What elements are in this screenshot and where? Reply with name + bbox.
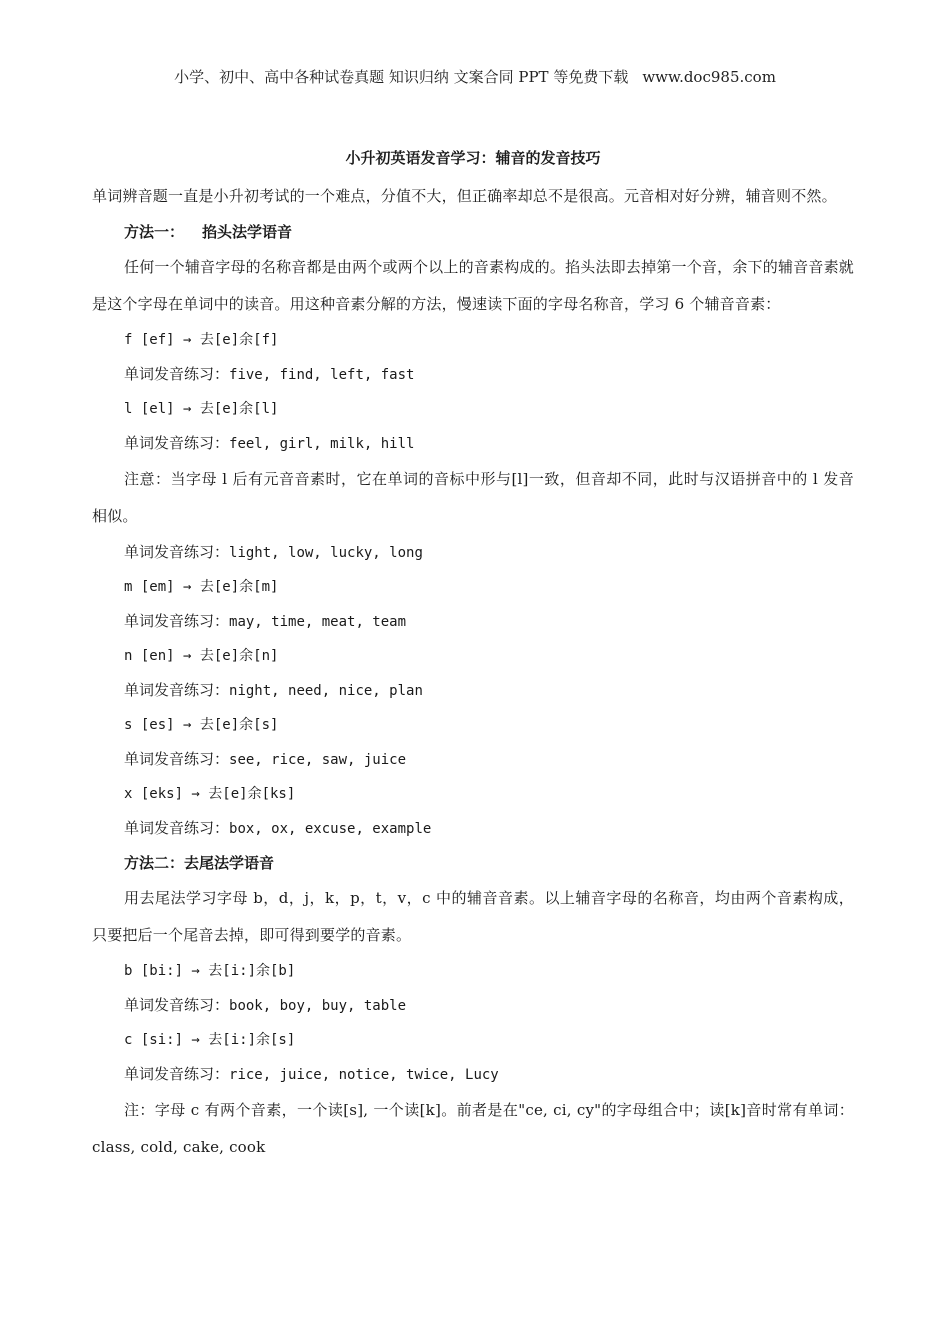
practice-label: 单词发音练习： [124, 996, 230, 1014]
practice-label: 单词发音练习： [124, 1065, 230, 1083]
header-site[interactable]: www.doc985.com [642, 68, 776, 86]
practice-line [92, 535, 854, 570]
page-title: 小升初英语发音学习：辅音的发音技巧 [345, 149, 601, 167]
practice-line [92, 604, 854, 639]
practice-line [92, 988, 854, 1023]
note-c-paragraph: 注：字母 c 有两个音素，一个读[s], 一个读[k]。前者是在"ce, ci, cy"的字母组合中；读[k]音时常有单词：class, cold, cake, cook [92, 1101, 854, 1156]
rule-line: l [el] → 去[e]余[l] [124, 401, 279, 417]
practice-label: 单词发音练习： [124, 819, 230, 837]
method1-description: 任何一个辅音字母的名称音都是由两个或两个以上的音素构成的。掐头法即去掉第一个音，余下的辅音音素就是这个字母在单词中的读音。用这种音素分解的方法，慢速读下面的字母名称音，学习 6 个辅音音素： [92, 258, 854, 313]
practice-words: see, rice, saw, juice [229, 752, 407, 768]
practice-words: five, find, left, fast [229, 367, 415, 383]
rule-line: x [eks] → 去[e]余[ks] [124, 786, 296, 802]
note-l-paragraph: 注意：当字母 l 后有元音音素时，它在单词的音标中形与[l]一致，但音却不同，此时与汉语拼音中的 l 发音相似。 [92, 470, 854, 525]
practice-line [92, 742, 854, 777]
practice-label: 单词发音练习： [124, 750, 230, 768]
practice-label: 单词发音练习： [124, 365, 230, 383]
rule-line: c [si:] → 去[i:]余[s] [124, 1032, 296, 1048]
method1-label: 方法一： [124, 223, 185, 241]
practice-words: may, time, meat, team [229, 614, 407, 630]
practice-words: light, low, lucky, long [229, 545, 423, 561]
practice-words: box, ox, excuse, example [229, 821, 432, 837]
practice-label: 单词发音练习： [124, 612, 230, 630]
practice-words: rice, juice, notice, twice, Lucy [229, 1067, 499, 1083]
practice-words: feel, girl, milk, hill [229, 436, 415, 452]
practice-label: 单词发音练习： [124, 434, 230, 452]
practice-label: 单词发音练习： [124, 543, 230, 561]
practice-words: night, need, nice, plan [229, 683, 423, 699]
page-header [0, 66, 950, 87]
practice-label: 单词发音练习： [124, 681, 230, 699]
practice-words: book, boy, buy, table [229, 998, 407, 1014]
practice-line [92, 1057, 854, 1092]
practice-line [92, 357, 854, 392]
rule-line: n [en] → 去[e]余[n] [124, 648, 279, 664]
rule-line: f [ef] → 去[e]余[f] [124, 332, 279, 348]
practice-line [92, 426, 854, 461]
practice-line [92, 811, 854, 846]
header-text: 小学、初中、高中各种试卷真题 知识归纳 文案合同 PPT 等免费下载 [174, 68, 629, 86]
method2-description: 用去尾法学习字母 b，d，j，k，p，t，v，c 中的辅音音素。以上辅音字母的名称音，均由两个音素构成，只要把后一个尾音去掉，即可得到要学的音素。 [92, 889, 854, 944]
method2-heading: 方法二：去尾法学语音 [124, 854, 275, 872]
document-body [92, 146, 854, 1166]
rule-line: m [em] → 去[e]余[m] [124, 579, 279, 595]
rule-line: b [bi:] → 去[i:]余[b] [124, 963, 296, 979]
rule-line: s [es] → 去[e]余[s] [124, 717, 279, 733]
practice-line [92, 673, 854, 708]
intro-paragraph: 单词辨音题一直是小升初考试的一个难点，分值不大，但正确率却总不是很高。元音相对好分辨，辅音则不然。 [92, 187, 837, 205]
method1-heading [92, 215, 854, 249]
method1-name: 掐头法学语音 [202, 223, 293, 241]
